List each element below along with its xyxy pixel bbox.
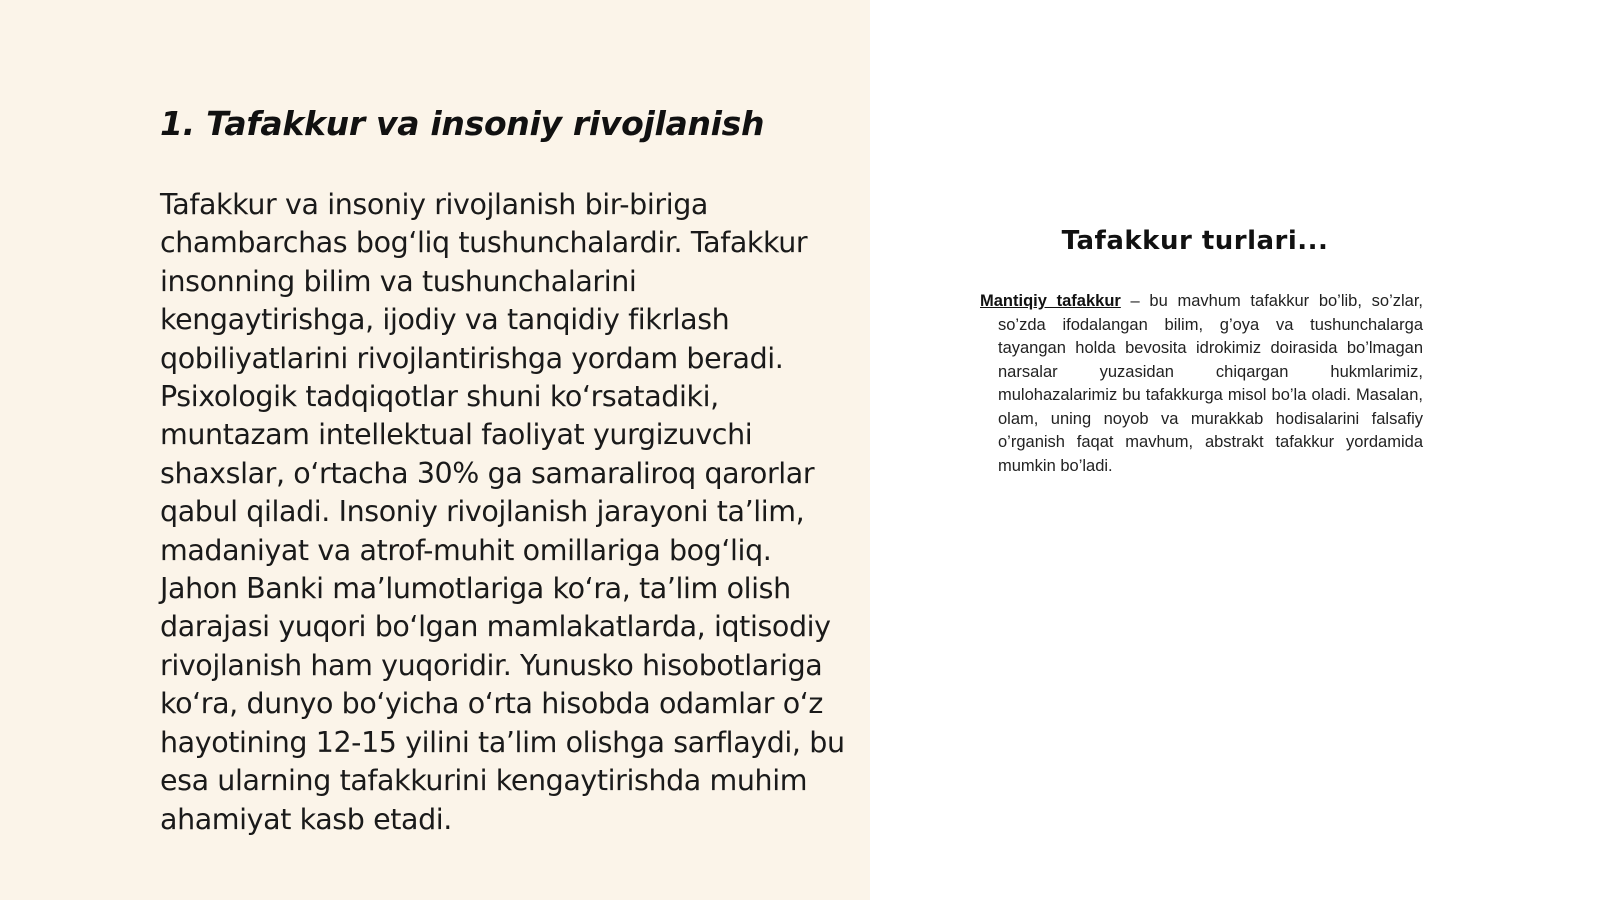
image-definition: – bu mavhum tafakkur bo’lib, so’zlar, so’zda ifodalangan bilim, g’oya va tushunchalarga tayangan holda bevosita idrokimiz doirasida bo’lmagan narsalar yuzasidan chiqargan hukmlarimiz, mulohazalarimiz bu tafakkurga misol bo’la oladi. Masalan, olam, uning noyob va murakkab hodisalarini falsafiy o’rganish faqat mavhum, abstrakt tafakkur yordamida mumkin bo’ladi.	[998, 292, 1423, 475]
image-title: Tafakkur turlari...	[1061, 226, 1329, 256]
embedded-text-image	[970, 220, 1423, 510]
slide-body-text: Tafakkur va insoniy rivojlanish bir-biriga chambarchas bog‘liq tushunchalardir. Tafakkur insonning bilim va tushunchalarini kengaytirishga, ijodiy va tanqidiy fikrlash qobiliyatlarini rivojlantirishga yordam beradi. Psixologik tadqiqotlar shuni ko‘rsatadiki, muntazam intellektual faoliyat yurgizuvchi shaxslar, o‘rtacha 30% ga samaraliroq qarorlar qabul qiladi. Insoniy rivojlanish jarayoni ta’lim, madaniyat va atrof-muhit omillariga bog‘liq. Jahon Banki ma’lumotlariga ko‘ra, ta’lim olish darajasi yuqori bo‘lgan mamlakatlarda, iqtisodiy rivojlanish ham yuqoridir. Yunusko hisobotlariga ko‘ra, dunyo bo‘yicha o‘rta hisobda odamlar o‘z hayotining 12-15 yilini ta’lim olishga sarflaydi, bu esa ularning tafakkurini kengaytirishda muhim ahamiyat kasb etadi.	[160, 188, 845, 836]
image-term: Mantiqiy tafakkur	[980, 292, 1121, 310]
slide-heading: 1. Tafakkur va insoniy rivojlanish	[160, 104, 765, 143]
image-paragraph	[980, 290, 1423, 478]
